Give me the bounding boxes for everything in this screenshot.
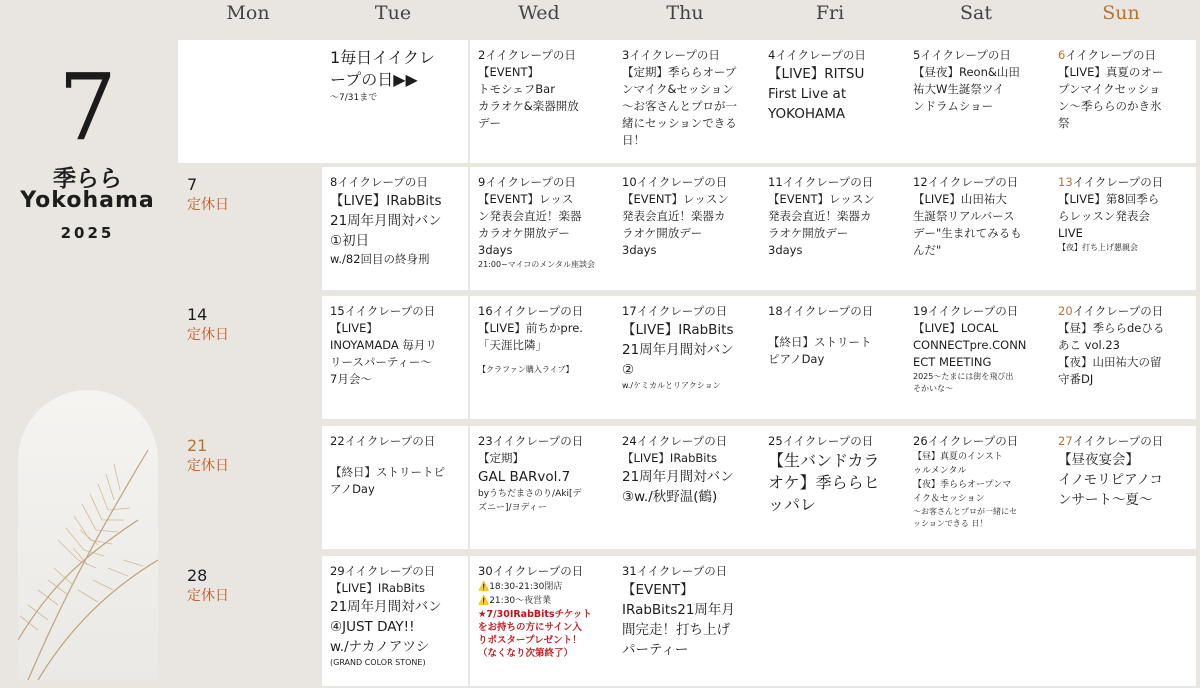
event-line: w./ケミカルとリアクション bbox=[622, 381, 721, 390]
event-line: ープの日▶▶ bbox=[330, 70, 418, 89]
event-line: 25イイクレープの日 bbox=[768, 434, 874, 448]
day-cell-3[interactable] bbox=[614, 40, 760, 163]
day-cell-24[interactable] bbox=[614, 426, 760, 549]
day-cell-30[interactable] bbox=[470, 556, 616, 686]
event-line: リースパーティー〜 bbox=[330, 355, 433, 369]
event-line: トモシェフBar bbox=[478, 82, 555, 96]
event-line: ンマイク&セッション bbox=[622, 82, 734, 96]
event-line: 【夜】季ららオープンマ bbox=[913, 480, 1012, 490]
event-line: ラオケ開放デー bbox=[622, 226, 703, 240]
closed-label: 定休日 bbox=[187, 458, 229, 474]
event-line: LIVE bbox=[1058, 226, 1083, 240]
day-cell-19[interactable] bbox=[905, 296, 1051, 419]
week4-monday-label bbox=[187, 436, 337, 476]
weekday-sat: Sat bbox=[960, 2, 992, 24]
event-line: 15イイクレープの日 bbox=[330, 304, 436, 318]
event-line: 【LIVE】 bbox=[330, 321, 378, 335]
event-line: ンドラムショー bbox=[913, 99, 994, 113]
event-line: 24イイクレープの日 bbox=[622, 434, 728, 448]
event-line: 21周年月間対バン bbox=[330, 599, 442, 615]
event-line: をお持ちの方にサイン入 bbox=[478, 622, 582, 633]
event-line: 30イイクレープの日 bbox=[478, 564, 584, 578]
event-line: 26イイクレープの日 bbox=[913, 434, 1019, 448]
event-line: 2イイクレープの日 bbox=[478, 48, 576, 62]
event-line: (GRAND COLOR STONE) bbox=[330, 658, 426, 667]
event-line: 【LIVE】前ちかpre. bbox=[478, 321, 583, 335]
event-line: byうちだまさのり/Aki[デ bbox=[478, 489, 582, 499]
day-cell-18[interactable] bbox=[760, 296, 906, 419]
event-line: ズニー]/ヨディー bbox=[478, 503, 547, 513]
event-line: 〜お客さんとプロが一 bbox=[622, 99, 737, 113]
event-title bbox=[1058, 47, 1190, 64]
event-line: 「天涯比隣」 bbox=[478, 338, 547, 352]
day-cell-12[interactable] bbox=[905, 167, 1051, 290]
event-line: イノモリピアノコ bbox=[1058, 472, 1163, 488]
event-line: 【昼】季ららdeひる bbox=[1058, 321, 1165, 335]
event-line: ③w./秋野温(鶴) bbox=[622, 489, 718, 505]
day-cell-10[interactable] bbox=[614, 167, 760, 290]
event-line: オケ】季ららヒ bbox=[768, 473, 880, 492]
event-line: ン〜季ららのかき氷 bbox=[1058, 99, 1162, 113]
monday-date: 28 bbox=[187, 566, 208, 585]
event-line: w./ナカノアツシ bbox=[330, 639, 430, 655]
event-line: 【昼夜】Reon&山田 bbox=[913, 65, 1020, 79]
day-cell-empty bbox=[905, 556, 1051, 686]
event-line: 発表会直近！楽器カ bbox=[622, 209, 726, 223]
sunday-date: 27 bbox=[1058, 434, 1073, 448]
event-line: んだ" bbox=[913, 243, 942, 257]
event-line: ⚠️21:30〜夜営業 bbox=[478, 596, 552, 606]
week3-monday-label bbox=[187, 305, 337, 345]
event-line: 【LIVE】第8回季ら bbox=[1058, 192, 1160, 206]
event-line: 【LIVE】IRabBits bbox=[330, 581, 425, 595]
event-line: IRabBits21周年月 bbox=[622, 602, 735, 618]
event-line: そかいな〜 bbox=[913, 384, 953, 393]
event-line: 【LIVE】山田祐大 bbox=[913, 192, 1007, 206]
event-line: あこ vol.23 bbox=[1058, 338, 1120, 352]
event-line: 10イイクレープの日 bbox=[622, 175, 728, 189]
day-cell-empty bbox=[1050, 556, 1196, 686]
event-line: デー"生まれてみるも bbox=[913, 226, 1022, 240]
event-line: りポスタープレゼント！ bbox=[478, 635, 582, 646]
event-line: アノDay bbox=[330, 482, 375, 496]
monday-date: 21 bbox=[187, 436, 208, 455]
event-line: INOYAMADA 毎月リ bbox=[330, 338, 437, 352]
event-line: ゥルメンタル bbox=[913, 466, 967, 476]
event-line: 21:00~マイコのメンタル座談会 bbox=[478, 260, 595, 269]
event-line: ④JUST DAY!! bbox=[330, 619, 415, 635]
event-line: 【生バンドカラ bbox=[768, 451, 880, 470]
event-line: ⚠️18:30-21:30閉店 bbox=[478, 582, 563, 592]
weekday-wed: Wed bbox=[518, 2, 560, 24]
event-line: 間完走！打ち上げ bbox=[622, 622, 730, 638]
event-line: ラオケ開放デー bbox=[768, 226, 849, 240]
weekday-fri: Fri bbox=[815, 2, 845, 24]
weekday-thu: Thu bbox=[666, 2, 704, 24]
event-line: ンサート〜夏〜 bbox=[1058, 492, 1153, 508]
event-line: 【LIVE】IRabBits bbox=[622, 451, 717, 465]
monday-date: 14 bbox=[187, 305, 208, 324]
event-line: 【LIVE】LOCAL bbox=[913, 321, 999, 335]
day-cell-1[interactable] bbox=[322, 40, 468, 163]
event-text: イイクレープの日 bbox=[1065, 48, 1156, 62]
event-line: 【LIVE】IRabBits bbox=[622, 322, 734, 338]
day-cell-13[interactable] bbox=[1050, 167, 1196, 290]
weekday-mon: Mon bbox=[226, 2, 270, 24]
event-line: 9イイクレープの日 bbox=[478, 175, 576, 189]
event-line: 守番DJ bbox=[1058, 372, 1094, 386]
day-cell-26[interactable] bbox=[905, 426, 1051, 549]
event-line: 【終日】ストリートピ bbox=[330, 465, 445, 479]
event-line: ①初日 bbox=[330, 233, 370, 249]
event-line: 12イイクレープの日 bbox=[913, 175, 1019, 189]
event-line: 21周年月間対バン bbox=[622, 469, 734, 485]
week5-monday-label bbox=[187, 566, 337, 606]
shop-name-en: Yokohama bbox=[20, 188, 155, 213]
event-line: プンマイクセッショ bbox=[1058, 82, 1161, 96]
day-cell-22[interactable] bbox=[322, 426, 468, 549]
day-cell-17[interactable] bbox=[614, 296, 760, 419]
day-cell-31[interactable] bbox=[614, 556, 760, 686]
event-line: GAL BARvol.7 bbox=[478, 469, 571, 485]
shop-name-jp: 季らら bbox=[53, 166, 122, 192]
event-line: 【LIVE】IRabBits bbox=[330, 193, 442, 209]
event-line: パーティー bbox=[622, 642, 689, 658]
day-cell-23[interactable] bbox=[470, 426, 616, 549]
event-line: らレッスン発表会 bbox=[1058, 209, 1150, 223]
event-line: 発表会直近！楽器カ bbox=[768, 209, 872, 223]
event-line: 【EVENT】 bbox=[622, 582, 694, 598]
event-line: 8イイクレープの日 bbox=[330, 175, 428, 189]
event-line: CONNECTpre.CONN bbox=[913, 338, 1027, 352]
event-line: 〜7/31まで bbox=[330, 93, 378, 103]
event-line: 21周年月間対バン bbox=[622, 342, 734, 358]
event-line: 祭 bbox=[1058, 116, 1070, 130]
event-line: 21周年月間対バン bbox=[330, 213, 442, 229]
pampas-grass-photo bbox=[18, 390, 158, 680]
event-line: w./82回目の終身刑 bbox=[330, 252, 430, 266]
sunday-date: 13 bbox=[1058, 175, 1073, 189]
day-cell-empty bbox=[178, 40, 324, 163]
weekday-tue: Tue bbox=[374, 2, 412, 24]
weekday-header bbox=[175, 0, 1200, 36]
event-text: イイクレープの日 bbox=[1072, 304, 1164, 318]
day-cell-11[interactable] bbox=[760, 167, 906, 290]
event-line: 【定期】季ららオープ bbox=[622, 65, 737, 79]
month-number: 7 bbox=[58, 54, 117, 161]
day-cell-6[interactable] bbox=[1050, 40, 1196, 163]
week2-monday-label bbox=[187, 175, 337, 215]
event-line: 生誕祭リアルバース bbox=[913, 209, 1015, 223]
event-line: 【昼】真夏のインスト bbox=[913, 452, 1003, 462]
event-line: 祐大W生誕祭ツイ bbox=[913, 82, 1005, 96]
event-text: イイクレープの日 bbox=[1072, 434, 1164, 448]
event-line: 29イイクレープの日 bbox=[330, 564, 436, 578]
event-line: 17イイクレープの日 bbox=[622, 304, 728, 318]
event-line: 【EVENT】レッス bbox=[478, 192, 574, 206]
day-cell-25[interactable] bbox=[760, 426, 906, 549]
event-title bbox=[1058, 433, 1190, 450]
event-line: 【昼夜宴会】 bbox=[1058, 452, 1139, 468]
event-line: カラオケ&楽器開放 bbox=[478, 99, 579, 113]
event-line: 5イイクレープの日 bbox=[913, 48, 1011, 62]
event-line: 7月会〜 bbox=[330, 372, 372, 386]
sunday-date: 6 bbox=[1058, 48, 1066, 62]
pampas-grass-illustration bbox=[18, 390, 158, 680]
closed-label: 定休日 bbox=[187, 197, 229, 213]
event-title bbox=[1058, 303, 1190, 320]
day-cell-16[interactable] bbox=[470, 296, 616, 419]
event-line: 22イイクレープの日 bbox=[330, 434, 436, 448]
event-line: 【EVENT】 bbox=[478, 65, 540, 79]
event-line: 【EVENT】レッスン bbox=[768, 192, 875, 206]
event-line: ECT MEETING bbox=[913, 355, 992, 369]
event-line: イク＆セッション bbox=[913, 494, 985, 504]
day-cell-2[interactable] bbox=[470, 40, 616, 163]
sunday-date: 20 bbox=[1058, 304, 1073, 318]
day-cell-empty bbox=[760, 556, 906, 686]
event-line: ピアノDay bbox=[768, 352, 825, 366]
event-line: 3days bbox=[478, 243, 513, 257]
day-cell-4[interactable] bbox=[760, 40, 906, 163]
day-cell-15[interactable] bbox=[322, 296, 468, 419]
day-cell-29[interactable] bbox=[322, 556, 468, 686]
event-line: 3days bbox=[622, 243, 657, 257]
event-line: ン発表会直近！楽器 bbox=[478, 209, 582, 223]
event-line: ッパレ bbox=[768, 495, 817, 514]
event-line: 3イイクレープの日 bbox=[622, 48, 720, 62]
event-line: 1毎日イイクレ bbox=[330, 48, 436, 67]
event-line: First Live at bbox=[768, 86, 847, 102]
year-label: 2025 bbox=[60, 224, 115, 242]
monday-date: 7 bbox=[187, 175, 198, 194]
event-line: 緒にセッションできる bbox=[622, 116, 737, 130]
event-line: 【終日】ストリート bbox=[768, 335, 872, 349]
event-title bbox=[1058, 174, 1190, 191]
event-line: 2025〜たまには街を飛び出 bbox=[913, 372, 1014, 381]
day-cell-20[interactable] bbox=[1050, 296, 1196, 419]
event-line: 【夜】山田祐大の留 bbox=[1058, 355, 1162, 369]
event-line: 【EVENT】レッスン bbox=[622, 192, 729, 206]
day-cell-27[interactable] bbox=[1050, 426, 1196, 549]
calendar-sidebar bbox=[0, 0, 175, 688]
event-line: 23イイクレープの日 bbox=[478, 434, 584, 448]
event-line: （なくなり次第終了） bbox=[478, 648, 574, 659]
event-text: イイクレープの日 bbox=[1072, 175, 1164, 189]
event-line: デー bbox=[478, 116, 501, 130]
day-cell-9[interactable] bbox=[470, 167, 616, 290]
event-line: 11イイクレープの日 bbox=[768, 175, 874, 189]
day-cell-5[interactable] bbox=[905, 40, 1051, 163]
closed-label: 定休日 bbox=[187, 327, 229, 343]
event-line: 【定期】 bbox=[478, 451, 524, 465]
event-line: 【クラファン購入ライブ】 bbox=[478, 365, 574, 374]
event-line: 4イイクレープの日 bbox=[768, 48, 866, 62]
event-line: カラオケ開放デー bbox=[478, 226, 570, 240]
event-line: 【夜】打ち上げ懇親会 bbox=[1058, 243, 1138, 252]
event-line: ッションできる 日！ bbox=[913, 519, 988, 528]
day-cell-8[interactable] bbox=[322, 167, 468, 290]
closed-label: 定休日 bbox=[187, 588, 229, 604]
event-line: 【LIVE】真夏のオー bbox=[1058, 65, 1164, 79]
event-line: 【LIVE】RITSU bbox=[768, 66, 865, 82]
event-line: YOKOHAMA bbox=[768, 106, 846, 122]
event-line: 3days bbox=[768, 243, 803, 257]
event-line: 18イイクレープの日 bbox=[768, 304, 874, 318]
event-line: 19イイクレープの日 bbox=[913, 304, 1019, 318]
event-line: 31イイクレープの日 bbox=[622, 564, 728, 578]
event-line: ★7/30IRabBitsチケット bbox=[478, 609, 592, 620]
event-line: 16イイクレープの日 bbox=[478, 304, 584, 318]
event-line: 日！ bbox=[622, 133, 645, 147]
event-line: ② bbox=[622, 362, 635, 378]
event-line: 〜お客さんとプロが一緒にセ bbox=[913, 507, 1017, 516]
weekday-sun: Sun bbox=[1102, 2, 1140, 24]
